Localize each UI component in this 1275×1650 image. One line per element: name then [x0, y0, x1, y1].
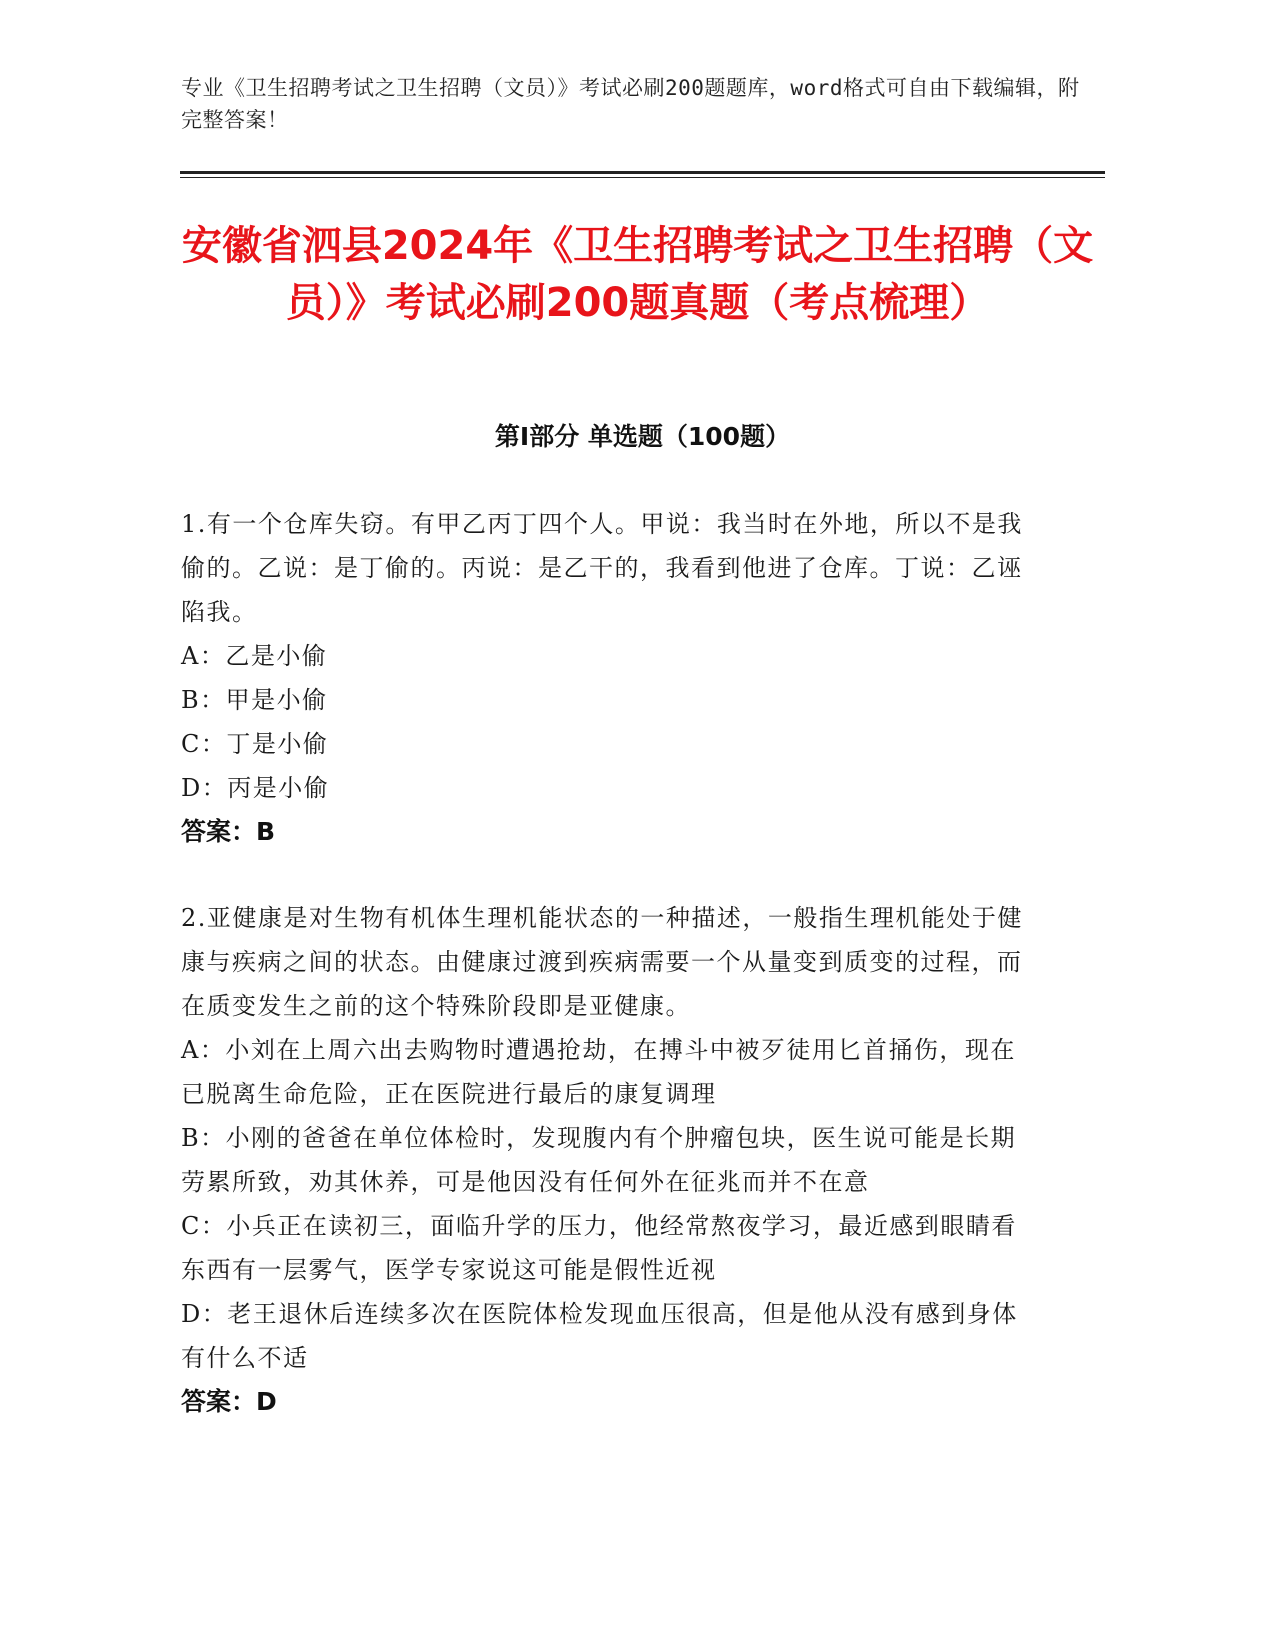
option-b: B：甲是小偷: [181, 686, 328, 714]
option-d: D：老王退休后连续多次在医院体检发现血压很高，但是他从没有感到身体有什么不适: [181, 1300, 1018, 1372]
question-text: 2.亚健康是对生物有机体生理机能状态的一种描述，一般指生理机能处于健康与疾病之间的状态。由健康过渡到疾病需要一个从量变到质变的过程，而在质变发生之前的这个特殊阶段即是亚健康。: [181, 904, 1023, 1020]
option-b: B：小刚的爸爸在单位体检时，发现腹内有个肿瘤包块，医生说可能是长期劳累所致，劝其休养，可是他因没有任何外在征兆而并不在意: [181, 1124, 1017, 1196]
answer-label: 答案：B: [181, 817, 276, 846]
option-a: A：小刘在上周六出去购物时遭遇抢劫，在搏斗中被歹徒用匕首捅伤，现在已脱离生命危险，正在医院进行最后的康复调理: [181, 1036, 1016, 1108]
section-heading: 第I部分 单选题（100题）: [494, 422, 791, 451]
option-d: D：丙是小偷: [181, 774, 330, 802]
header-divider-thick: [180, 171, 1105, 174]
header-note: 专业《卫生招聘考试之卫生招聘（文员）》考试必刷200题题库，word格式可自由下载编辑，附完整答案！: [181, 76, 1080, 132]
answer-label: 答案：D: [181, 1387, 277, 1416]
option-c: C：丁是小偷: [181, 730, 329, 758]
question-2: [181, 896, 1041, 1424]
question-text: 1.有一个仓库失窃。有甲乙丙丁四个人。甲说：我当时在外地，所以不是我偷的。乙说：是丁偷的。丙说：是乙干的，我看到他进了仓库。丁说：乙诬陷我。: [181, 510, 1023, 626]
question-1: [181, 502, 1041, 854]
question-list: [181, 502, 1041, 1466]
option-a: A：乙是小偷: [181, 642, 328, 670]
option-c: C：小兵正在读初三，面临升学的压力，他经常熬夜学习，最近感到眼睛看东西有一层雾气，医学专家说这可能是假性近视: [181, 1212, 1017, 1284]
document-title: 安徽省泗县2024年《卫生招聘考试之卫生招聘（文员）》考试必刷200题真题（考点梳理）: [181, 223, 1094, 326]
header-divider-thin: [180, 177, 1105, 178]
